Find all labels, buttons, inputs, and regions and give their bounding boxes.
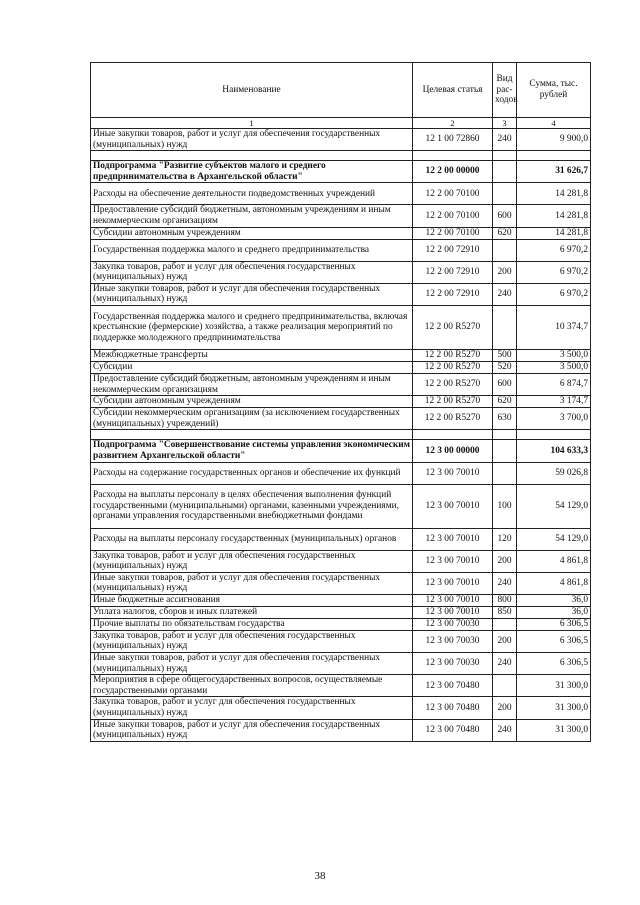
row-code: 12 2 00 70100 (413, 205, 493, 227)
row-name: Межбюджетные трансферты (91, 349, 413, 361)
row-expense-type: 800 (493, 594, 517, 606)
row-expense-type: 240 (493, 572, 517, 594)
column-number-row (91, 118, 591, 129)
table-row (91, 484, 591, 528)
table-row (91, 653, 591, 675)
column-number: 3 (493, 118, 517, 129)
header-sum: Сумма, тыс. рублей (517, 63, 591, 118)
table-row (91, 283, 591, 305)
row-code: 12 3 00 70010 (413, 528, 493, 550)
row-expense-type: 240 (493, 719, 517, 741)
table-row (91, 675, 591, 697)
table-row (91, 697, 591, 719)
row-expense-type: 620 (493, 227, 517, 239)
row-expense-type: 600 (493, 373, 517, 395)
row-code: 12 2 00 R5270 (413, 373, 493, 395)
column-number: 1 (91, 118, 413, 129)
table-header-row (91, 63, 591, 118)
row-name: Закупка товаров, работ и услуг для обеспечения государственных (муниципальных) нужд (91, 630, 413, 652)
row-sum: 14 281,8 (517, 205, 591, 227)
row-name: Расходы на содержание государственных органов и обеспечение их функций (91, 462, 413, 484)
row-expense-type: 240 (493, 653, 517, 675)
row-code: 12 2 00 70100 (413, 227, 493, 239)
row-sum: 31 300,0 (517, 719, 591, 741)
table-row (91, 396, 591, 408)
row-expense-type: 240 (493, 283, 517, 305)
table-row (91, 618, 591, 630)
row-sum: 6 874,7 (517, 373, 591, 395)
header-expense-type: Вид рас-ходов (493, 63, 517, 118)
row-expense-type: 520 (493, 361, 517, 373)
row-sum: 36,0 (517, 606, 591, 618)
row-sum: 4 861,8 (517, 550, 591, 572)
row-sum: 6 306,5 (517, 653, 591, 675)
row-name: Закупка товаров, работ и услуг для обеспечения государственных (муниципальных) нужд (91, 550, 413, 572)
row-sum: 14 281,8 (517, 227, 591, 239)
table-row (91, 594, 591, 606)
row-code: 12 2 00 72910 (413, 261, 493, 283)
header-name: Наименование (91, 63, 413, 118)
row-name: Предоставление субсидий бюджетным, автономным учреждениям и иным некоммерческим организациям (91, 205, 413, 227)
row-name: Мероприятия в сфере общегосударственных вопросов, осуществляемые государственными органами (91, 675, 413, 697)
table-row (91, 261, 591, 283)
row-sum: 54 129,0 (517, 528, 591, 550)
row-name: Государственная поддержка малого и среднего предпринимательства, включая крестьянские (фермерские) хозяйства, а также реализация мероприятий по поддержке молодежного предпринимательства (91, 305, 413, 349)
table-row (91, 528, 591, 550)
row-name: Расходы на выплаты персоналу в целях обеспечения выполнения функций государственными (муниципальными) органами, казенными учреждениями, органами управления государственными внебюджетными фондами (91, 484, 413, 528)
row-expense-type (493, 618, 517, 630)
row-expense-type (493, 183, 517, 205)
row-code: 12 3 00 70030 (413, 618, 493, 630)
row-code: 12 2 00 R5270 (413, 361, 493, 373)
row-expense-type: 100 (493, 484, 517, 528)
header-code: Целевая статья (413, 63, 493, 118)
section-spacer (91, 430, 591, 440)
table-row (91, 305, 591, 349)
table-row (91, 361, 591, 373)
row-sum: 6 970,2 (517, 239, 591, 261)
row-name: Иные закупки товаров, работ и услуг для обеспечения государственных (муниципальных) нужд (91, 719, 413, 741)
row-name: Подпрограмма "Развитие субъектов малого и среднего предпринимательства в Архангельской области" (91, 161, 413, 183)
table-row (91, 205, 591, 227)
row-sum: 31 626,7 (517, 161, 591, 183)
row-expense-type: 200 (493, 261, 517, 283)
row-code: 12 3 00 70480 (413, 675, 493, 697)
row-code: 12 3 00 70010 (413, 462, 493, 484)
row-sum: 54 129,0 (517, 484, 591, 528)
row-code: 12 3 00 70480 (413, 719, 493, 741)
row-name: Иные закупки товаров, работ и услуг для обеспечения государственных (муниципальных) нужд (91, 129, 413, 151)
row-code: 12 3 00 70010 (413, 606, 493, 618)
table-row (91, 719, 591, 741)
row-sum: 31 300,0 (517, 675, 591, 697)
table-row (91, 183, 591, 205)
table-row (91, 462, 591, 484)
row-expense-type (493, 440, 517, 462)
row-sum: 4 861,8 (517, 572, 591, 594)
row-code: 12 2 00 00000 (413, 161, 493, 183)
row-code: 12 2 00 70100 (413, 183, 493, 205)
row-code: 12 2 00 72910 (413, 239, 493, 261)
table-row (91, 606, 591, 618)
row-name: Субсидии (91, 361, 413, 373)
row-code: 12 3 00 70030 (413, 653, 493, 675)
row-name: Иные закупки товаров, работ и услуг для обеспечения государственных (муниципальных) нужд (91, 653, 413, 675)
row-code: 12 1 00 72860 (413, 129, 493, 151)
row-sum: 104 633,3 (517, 440, 591, 462)
table-row (91, 572, 591, 594)
row-code: 12 2 00 72910 (413, 283, 493, 305)
row-expense-type (493, 462, 517, 484)
row-code: 12 3 00 70010 (413, 594, 493, 606)
page-number: 38 (314, 870, 326, 882)
row-sum: 6 306,5 (517, 630, 591, 652)
row-sum: 3 700,0 (517, 408, 591, 430)
row-name: Закупка товаров, работ и услуг для обеспечения государственных (муниципальных) нужд (91, 697, 413, 719)
row-code: 12 3 00 70010 (413, 484, 493, 528)
column-number: 2 (413, 118, 493, 129)
row-sum: 59 026,8 (517, 462, 591, 484)
row-name: Иные закупки товаров, работ и услуг для обеспечения государственных (муниципальных) нужд (91, 283, 413, 305)
row-code: 12 2 00 R5270 (413, 305, 493, 349)
row-expense-type (493, 161, 517, 183)
row-expense-type: 600 (493, 205, 517, 227)
row-name: Прочие выплаты по обязательствам государства (91, 618, 413, 630)
subprogram-row (91, 161, 591, 183)
row-code: 12 2 00 R5270 (413, 396, 493, 408)
row-code: 12 2 00 R5270 (413, 349, 493, 361)
row-expense-type (493, 305, 517, 349)
row-name: Иные закупки товаров, работ и услуг для обеспечения государственных (муниципальных) нужд (91, 572, 413, 594)
row-code: 12 3 00 70480 (413, 697, 493, 719)
row-sum: 10 374,7 (517, 305, 591, 349)
row-expense-type: 200 (493, 630, 517, 652)
row-sum: 31 300,0 (517, 697, 591, 719)
table-row (91, 227, 591, 239)
row-name: Иные бюджетные ассигнования (91, 594, 413, 606)
row-expense-type: 200 (493, 550, 517, 572)
row-name: Уплата налогов, сборов и иных платежей (91, 606, 413, 618)
row-sum: 36,0 (517, 594, 591, 606)
row-sum: 6 306,5 (517, 618, 591, 630)
table-row (91, 408, 591, 430)
row-sum: 9 900,0 (517, 129, 591, 151)
row-expense-type: 500 (493, 349, 517, 361)
row-expense-type (493, 239, 517, 261)
row-code: 12 2 00 R5270 (413, 408, 493, 430)
row-code: 12 3 00 70030 (413, 630, 493, 652)
row-expense-type: 850 (493, 606, 517, 618)
row-sum: 14 281,8 (517, 183, 591, 205)
row-name: Субсидии автономным учреждениям (91, 396, 413, 408)
column-number: 4 (517, 118, 591, 129)
subprogram-row (91, 440, 591, 462)
row-name: Закупка товаров, работ и услуг для обеспечения государственных (муниципальных) нужд (91, 261, 413, 283)
row-expense-type: 630 (493, 408, 517, 430)
budget-table (90, 62, 591, 742)
row-expense-type: 120 (493, 528, 517, 550)
row-expense-type: 240 (493, 129, 517, 151)
row-name: Расходы на обеспечение деятельности подведомственных учреждений (91, 183, 413, 205)
row-name: Субсидии некоммерческим организациям (за исключением государственных (муниципальных) учреждений) (91, 408, 413, 430)
table-row (91, 349, 591, 361)
row-expense-type: 200 (493, 697, 517, 719)
table-row (91, 373, 591, 395)
row-name: Предоставление субсидий бюджетным, автономным учреждениям и иным некоммерческим организациям (91, 373, 413, 395)
section-spacer (91, 151, 591, 161)
row-sum: 3 500,0 (517, 361, 591, 373)
row-expense-type (493, 675, 517, 697)
row-name: Субсидии автономным учреждениям (91, 227, 413, 239)
table-row (91, 550, 591, 572)
row-code: 12 3 00 70010 (413, 550, 493, 572)
row-sum: 6 970,2 (517, 283, 591, 305)
row-code: 12 3 00 00000 (413, 440, 493, 462)
table-row (91, 129, 591, 151)
row-name: Расходы на выплаты персоналу государственных (муниципальных) органов (91, 528, 413, 550)
row-code: 12 3 00 70010 (413, 572, 493, 594)
row-name: Государственная поддержка малого и среднего предпринимательства (91, 239, 413, 261)
row-sum: 3 174,7 (517, 396, 591, 408)
row-name: Подпрограмма "Совершенствование системы управления экономическим развитием Архангельской области" (91, 440, 413, 462)
row-expense-type: 620 (493, 396, 517, 408)
table-row (91, 630, 591, 652)
row-sum: 6 970,2 (517, 261, 591, 283)
row-sum: 3 500,0 (517, 349, 591, 361)
table-row (91, 239, 591, 261)
